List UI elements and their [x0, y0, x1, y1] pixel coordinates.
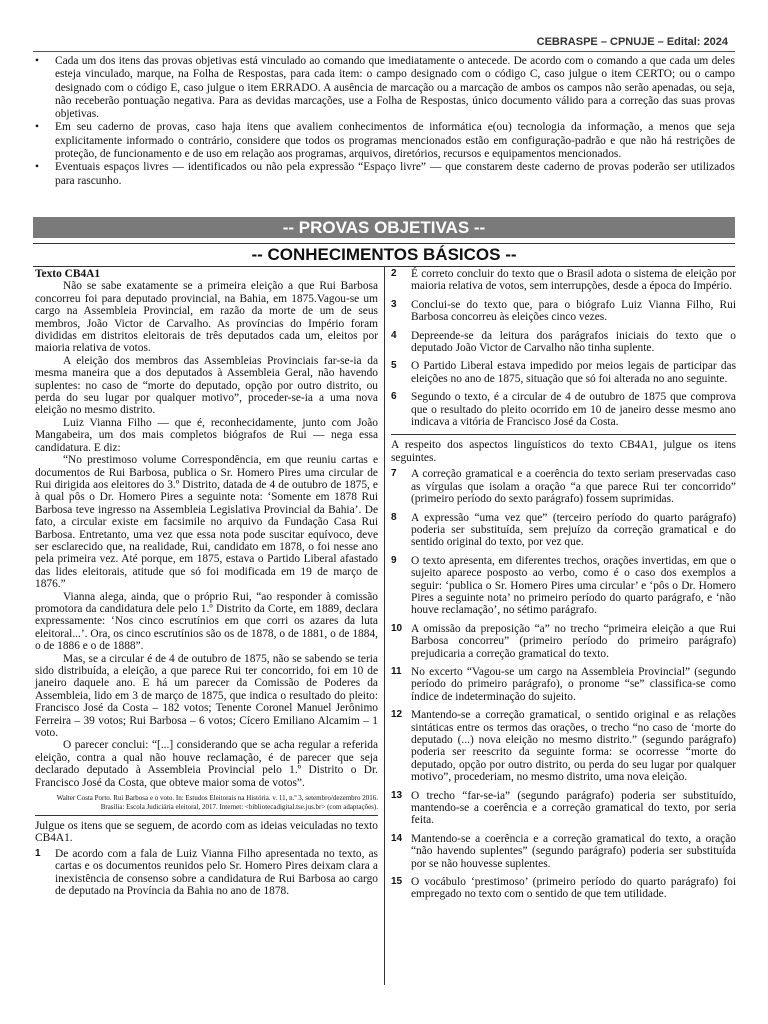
- question-number: 4: [391, 329, 397, 341]
- question-item: [391, 512, 736, 549]
- text-paragraph: A eleição dos membros das Assembleias Provinciais far-se-ia da mesma maneira que a dos deputados à Assembleia Geral, não havendo suplentes: no caso de “morte do deputado, opção por outro distrito, ou perda do seu lugar por qualquer motivo”, proceder-se-ia a uma nova eleição no mesmo distrito.: [35, 354, 378, 417]
- question-number: 7: [391, 468, 397, 480]
- question-item: [391, 268, 736, 293]
- question-item: [391, 330, 736, 355]
- text-paragraph: Luiz Vianna Filho — que é, reconhecidamente, junto com João Mangabeira, um dos mais completos biógrafos de Rui — nega essa candidatura. E diz:: [35, 416, 378, 454]
- text-paragraph: O parecer conclui: “[...] considerando que se acha regular a referida eleição, contra a qual não houve reclamação, é de parecer que seja declarado deputado à Assembleia Provincial pelo 1.º Distrito o Dr. Francisco José da Costa, que obteve maior soma de votos”.: [35, 739, 378, 789]
- text-paragraph: “No prestimoso volume Correspondência, em que reuniu cartas e documentos de Rui Barbosa, publica o Sr. Homero Pires uma circular de Rui dirigida aos eleitores do 3.º Distrito, datada de 4 de outubro de 1875, e à qual pôs o Dr. Homero Pires a seguinte nota: ‘Somente em 1878 Rui Barbosa teve ingresso na Assembleia Legislativa Provincial da Bahia’. De fato, a circular existe em facsimile no arquivo da Fundação Casa Rui Barbosa. Entretanto, uma vez que essa nota pode suscitar equívoco, deve ser esclarecido que, na realidade, Rui, candidato em 1878, o foi nesse ano pela primeira vez. Até porque, em 1875, estava o Partido Liberal afastado das lides eleitorais, atitude que só foi modificada em 19 de março de 1876.”: [35, 454, 378, 591]
- question-item: [35, 848, 378, 898]
- text-title: Texto CB4A1: [35, 268, 101, 280]
- question-text: A correção gramatical e a coerência do texto seriam preservadas caso as vírgulas que isolam a oração “a que parece Rui ter concorrido” (primeiro período do sexto parágrafo) fossem suprimidas.: [411, 468, 736, 506]
- command-text: A respeito dos aspectos linguísticos do texto CB4A1, julgue os itens seguintes.: [391, 439, 736, 464]
- question-item: [391, 709, 736, 783]
- header-divider: [33, 51, 735, 52]
- question-text: A omissão da preposição “a” no trecho “primeira eleição a que Rui Barbosa concorreu” (primeiro período do primeiro parágrafo) prejudicaria a correção gramatical do texto.: [411, 622, 736, 660]
- question-text: Mantendo-se a correção gramatical, o sentido original e as relações sintáticas entre os termos das orações, o trecho “no caso de ‘morte do deputado (...) nova eleição no mesmo distrito.” (segundo parágrafo) poderia ser reescrito da seguinte forma: se ocorresse “morte do deputado, opção por outro distrito, ou perda do seu lugar por qualquer motivo”, procederiam, no mesmo distrito, uma nova eleição.: [411, 709, 736, 784]
- question-text: Mantendo-se a coerência e a correção gramatical do texto, a oração “não havendo suplentes” (segundo parágrafo) poderia ser substituída por se não houvesse suplentes.: [411, 832, 736, 870]
- question-text: Conclui-se do texto que, para o biógrafo Luiz Vianna Filho, Rui Barbosa concorreu às eleições cinco vezes.: [411, 298, 736, 324]
- question-text: Depreende-se da leitura dos parágrafos iniciais do texto que o deputado João Victor de Carvalho não tinha suplente.: [411, 329, 736, 355]
- text-source: Walter Costa Porto. Rui Barbosa e o voto. In: Estudos Eleitorais na História. v. 11, n.º 3, setembro/dezembro 2016. Brasília: Escola Judiciária eleitoral, 2017. Internet: <bibliotecadigital.tse.jus.br> (com adaptações).: [56, 794, 378, 811]
- question-text: O texto apresenta, em diferentes trechos, orações invertidas, em que o sujeito aparece posposto ao verbo, como é o caso dos exemplos a seguir: ‘publica o Sr. Homero Pires uma circular’ e ‘pôs o Dr. Homero Pires a seguinte nota’ no primeiro período do quarto parágrafo, e ‘não houve reclamação’, no sétimo parágrafo.: [411, 554, 736, 617]
- text-paragraph: Vianna alega, ainda, que o próprio Rui, “ao responder à comissão promotora da candidatura dele pelo 1.º Distrito da Corte, em 1889, declara expressamente: ‘Nos cinco escrutínios em que corri os azares da luta eleitoral...’. Ora, os cinco escrutínios são os de 1878, o de 1881, o de 1884, o de 1886 e o de 1888”.: [35, 590, 378, 653]
- text-paragraph: Mas, se a circular é de 4 de outubro de 1875, não se sabendo se teria sido distribuída, a eleição, a que parece Rui ter concorrido, foi em 10 de janeiro daquele ano. E há um parecer da Comissão de Poderes da Assembleia, lido em 3 de março de 1875, que indica o resultado do pleito: Francisco José da Costa – 182 votos; Tenente Coronel Manuel Jerônimo Ferreira – 39 votos; Rui Barbosa – 6 votos; Cícero Emiliano Alcamim – 1 voto.: [35, 652, 378, 740]
- question-number: 9: [391, 554, 397, 566]
- question-item: [391, 468, 736, 505]
- question-item: [391, 391, 736, 428]
- question-text: De acordo com a fala de Luiz Vianna Filho apresentada no texto, as cartas e os documentos reunidos pelo Sr. Homero Pires deixam clara a inexistência de consenso sobre a candidatura de Rui Barbosa ao cargo de deputado na Província da Bahia no ano de 1878.: [55, 847, 378, 898]
- question-item: [391, 623, 736, 660]
- question-number: 2: [391, 268, 397, 279]
- question-text: Segundo o texto, é a circular de 4 de outubro de 1875 que comprova que o resultado do pleito ocorrido em 10 de janeiro desse mesmo ano indicava a vitória de Francisco José da Costa.: [411, 391, 736, 429]
- section-divider: [35, 815, 378, 816]
- column-divider: [384, 267, 385, 985]
- question-number: 15: [391, 876, 403, 888]
- question-item: [391, 833, 736, 870]
- instruction-item: • Em seu caderno de provas, caso haja itens que avaliem conhecimentos de informática e(ou) tecnologia da informação, a menos que seja explicitamente informado o contrário, considere que todos os programas mencionados estão em configuração-padrão e que não há restrições de proteção, de funcionamento e de uso em relação aos programas, arquivos, diretórios, recursos e equipamentos mencionados.: [33, 121, 735, 161]
- question-number: 5: [391, 360, 397, 372]
- text-paragraph: Não se sabe exatamente se a primeira eleição a que Rui Barbosa concorreu foi para deputado provincial, na Bahia, em 1875.Vagou-se um cargo na Assembleia Provincial, em razão da morte de um de seus membros, João Victor de Carvalho. As províncias do Império foram divididas em distritos eleitorais de três deputados cada um, eleitos por maioria relativa de votos.: [35, 280, 378, 355]
- instruction-item: • Cada um dos itens das provas objetivas está vinculado ao comando que imediatamente o antecede. De acordo com o comando a que cada um deles esteja vinculado, marque, na Folha de Respostas, para cada item: o campo designado com o código C, caso julgue o item CERTO; ou o campo designado com o código E, caso julgue o item ERRADO. A ausência de marcação ou a marcação de ambos os campos não serão apenadas, ou seja, não receberão pontuação negativa. Para as devidas marcações, use a Folha de Respostas, único documento válido para a correção das suas provas objetivas.: [33, 55, 735, 121]
- instruction-item: • Eventuais espaços livres — identificados ou não pela expressão “Espaço livre” — que constarem deste caderno de provas poderão ser utilizados para rascunho.: [33, 161, 735, 188]
- question-number: 11: [391, 665, 402, 677]
- question-item: [391, 555, 736, 617]
- provas-banner: -- PROVAS OBJETIVAS --: [33, 217, 735, 238]
- question-text: O vocábulo ‘prestimoso’ (primeiro período do quarto parágrafo) foi empregado no texto com o sentido de que tem utilidade.: [411, 876, 736, 901]
- question-number: 13: [391, 789, 403, 801]
- section-divider: [391, 434, 736, 435]
- question-item: [391, 666, 736, 703]
- question-number: 6: [391, 391, 397, 403]
- conhecimentos-banner: -- CONHECIMENTOS BÁSICOS --: [33, 243, 735, 267]
- question-item: [391, 876, 736, 901]
- question-number: 3: [391, 298, 397, 310]
- question-text: No excerto “Vagou-se um cargo na Assembleia Provincial” (segundo período do primeiro parágrafo), o pronome “se” classifica-se como índice de indeterminação do sujeito.: [411, 665, 736, 703]
- question-item: [391, 790, 736, 827]
- right-column: [391, 268, 736, 907]
- question-number: 10: [391, 622, 403, 634]
- question-number: 8: [391, 511, 397, 523]
- page-header: CEBRASPE – CPNUJE – Edital: 2024: [536, 36, 728, 48]
- question-number: 1: [35, 847, 41, 859]
- question-text: O Partido Liberal estava impedido por meios legais de participar das eleições no ano de 1875, situação que só foi alterada no ano seguinte.: [411, 360, 736, 385]
- left-column: [35, 268, 378, 898]
- question-text: É correto concluir do texto que o Brasil adota o sistema de eleição por maioria relativa de votos, sem interrupções, desde a época do Império.: [411, 268, 736, 293]
- question-item: [391, 299, 736, 324]
- question-text: O trecho “far-se-ia” (segundo parágrafo) poderia ser substituído, mantendo-se a coerência e a correção gramatical do texto, por seria feita.: [411, 789, 736, 827]
- question-text: A expressão “uma vez que” (terceiro período do quarto parágrafo) poderia ser substituída, sem prejuízo da correção gramatical e do sentido original do texto, por vez que.: [411, 511, 736, 549]
- question-item: [391, 360, 736, 385]
- question-number: 12: [391, 709, 403, 721]
- instructions-list: [33, 55, 735, 188]
- question-number: 14: [391, 832, 403, 844]
- command-text: Julgue os itens que se seguem, de acordo com as ideias veiculadas no texto CB4A1.: [35, 820, 378, 845]
